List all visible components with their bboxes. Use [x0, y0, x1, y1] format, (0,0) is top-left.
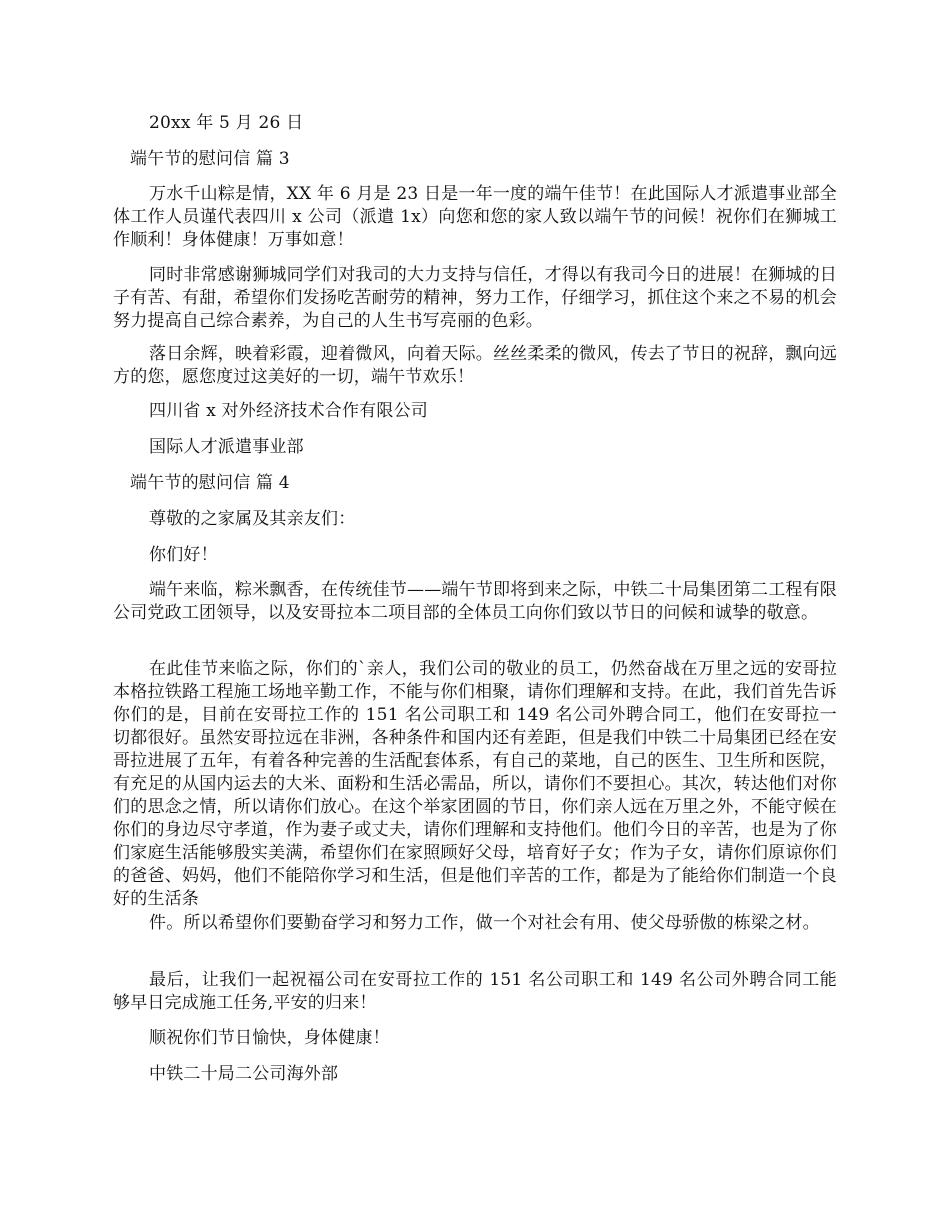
letter3-signature-company: 四川省 x 对外经济技术合作有限公司	[149, 401, 428, 421]
letter4-heading: 端午节的慰问信 篇 4	[130, 473, 290, 493]
date-line: 20xx 年 5 月 26 日	[149, 113, 304, 133]
letter3-paragraph-3: 落日余辉，映着彩霞，迎着微风，向着天际。丝丝柔柔的微风，传去了节日的祝辞，飘向远方的您，愿您度过这美好的一切，端午节欢乐！	[113, 344, 837, 387]
letter4-paragraph-4: 最后，让我们一起祝福公司在安哥拉工作的 151 名公司职工和 149 名公司外聘合同工能够早日完成施工任务,平安的归来！	[113, 970, 837, 1013]
letter4-greeting: 你们好！	[149, 545, 218, 565]
letter4-paragraph-2: 在此佳节来临之际，你们的`亲人，我们公司的敬业的员工，仍然奋战在万里之远的安哥拉本格拉铁路工程施工场地辛勤工作，不能与你们相聚，请你们理解和支持。在此，我们首先告诉你们的是，目前在安哥拉工作的 151 名公司职工和 149 名公司外聘合同工，他们在安哥拉一切都很好。虽然安哥拉远在非洲，各种条件和国内还有差距，但是我们中铁二十局集团已经在安哥拉进展了五年，有着各种完善的生活配套体系，有自己的菜地，自己的医生、卫生所和医院，有充足的从国内运去的大米、面粉和生活必需品，所以，请你们不要担心。其次，转达他们对你们的思念之情，所以请你们放心。在这个举家团圆的节日，你们亲人远在万里之外，不能守候在你们的身边尽守孝道，作为妻子或丈夫，请你们理解和支持他们。他们今日的辛苦，也是为了你们家庭生活能够殷实美满，希望你们在家照顾好父母，培育好子女；作为子女，请你们原谅你们的爸爸、妈妈，他们不能陪你学习和生活，但是他们辛苦的工作，都是为了能给你们制造一个良好的生活条	[113, 659, 837, 909]
letter3-paragraph-1: 万水千山粽是情，XX 年 6 月是 23 日是一年一度的端午佳节！在此国际人才派遣事业部全体工作人员谨代表四川 x 公司（派遣 1x）向您和您的家人致以端午节的问候！祝你们在狮城工作顺利！身体健康！万事如意！	[113, 184, 837, 250]
letter3-paragraph-2: 同时非常感谢狮城同学们对我司的大力支持与信任，才得以有我司今日的进展！在狮城的日子有苦、有甜，希望你们发扬吃苦耐劳的精神，努力工作，仔细学习，抓住这个来之不易的机会努力提高自己综合素养，为自己的人生书写亮丽的色彩。	[113, 265, 837, 331]
letter3-signature-department: 国际人才派遣事业部	[149, 437, 304, 457]
letter4-signature: 中铁二十局二公司海外部	[149, 1064, 339, 1084]
letter4-paragraph-1: 端午来临，粽米飘香，在传统佳节——端午节即将到来之际，中铁二十局集团第二工程有限公司党政工团领导，以及安哥拉本二项目部的全体员工向你们致以节日的问候和诚挚的敬意。	[113, 580, 837, 623]
letter4-paragraph-3: 件。所以希望你们要勤奋学习和努力工作，做一个对社会有用、使父母骄傲的栋梁之材。	[149, 913, 820, 933]
letter4-salutation: 尊敬的之家属及其亲友们：	[149, 509, 356, 529]
letter3-heading: 端午节的慰问信 篇 3	[130, 149, 290, 169]
letter4-closing: 顺祝你们节日愉快，身体健康！	[149, 1028, 390, 1048]
